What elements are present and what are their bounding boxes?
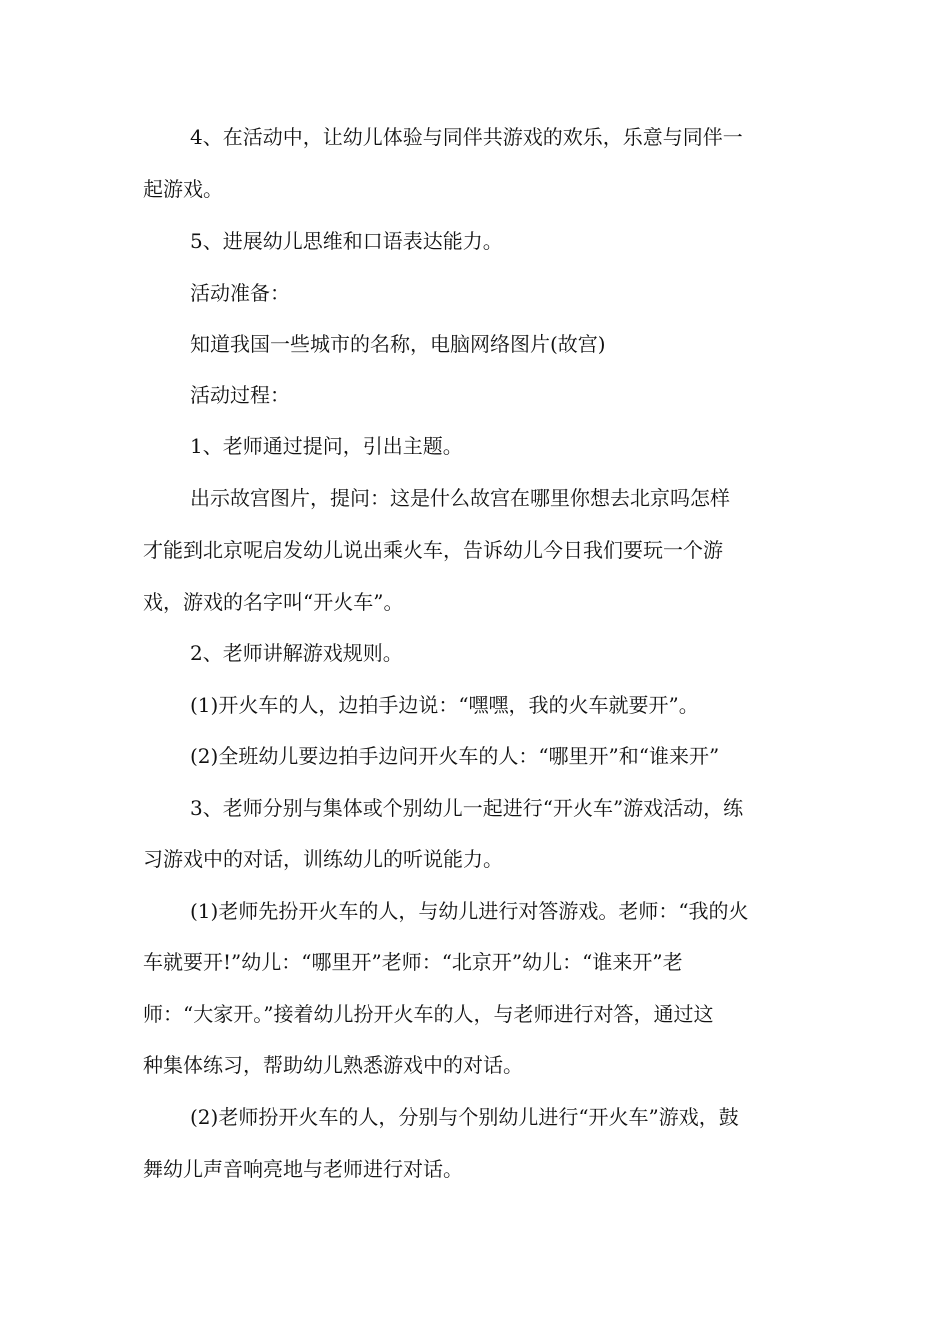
text-line: (2)老师扮开火车的人，分别与个别幼儿进行“开火车”游戏，鼓 <box>190 1105 739 1129</box>
text-line: 5、进展幼儿思维和口语表达能力。 <box>190 229 503 253</box>
text-line: (1)开火车的人，边拍手边说：“嘿嘿，我的火车就要开”。 <box>190 693 699 717</box>
text-line: 起游戏。 <box>143 177 223 201</box>
section-heading: 活动过程： <box>190 383 290 407</box>
text-line: 戏，游戏的名字叫“开火车”。 <box>143 590 404 614</box>
text-line: 出示故宫图片，提问：这是什么故宫在哪里你想去北京吗怎样 <box>190 486 730 510</box>
text-line: 习游戏中的对话，训练幼儿的听说能力。 <box>143 847 503 871</box>
text-line: (1)老师先扮开火车的人，与幼儿进行对答游戏。老师：“我的火 <box>190 899 749 923</box>
text-line: 师：“大家开。”接着幼儿扮开火车的人，与老师进行对答，通过这 <box>143 1002 714 1026</box>
text-line: 才能到北京呢启发幼儿说出乘火车，告诉幼儿今日我们要玩一个游 <box>143 538 723 562</box>
text-line: 2、老师讲解游戏规则。 <box>190 641 403 665</box>
text-line: 种集体练习，帮助幼儿熟悉游戏中的对话。 <box>143 1053 523 1077</box>
text-line: 舞幼儿声音响亮地与老师进行对话。 <box>143 1157 463 1181</box>
text-line: 3、老师分别与集体或个别幼儿一起进行“开火车”游戏活动，练 <box>190 796 744 820</box>
text-line: 知道我国一些城市的名称，电脑网络图片(故宫) <box>190 332 606 356</box>
text-line: (2)全班幼儿要边拍手边问开火车的人：“哪里开”和“谁来开” <box>190 744 720 768</box>
text-line: 4、在活动中，让幼儿体验与同伴共游戏的欢乐，乐意与同伴一 <box>190 125 743 149</box>
text-line: 1、老师通过提问，引出主题。 <box>190 434 463 458</box>
section-heading: 活动准备： <box>190 281 290 305</box>
text-line: 车就要开!”幼儿：“哪里开”老师：“北京开”幼儿：“谁来开”老 <box>143 950 683 974</box>
